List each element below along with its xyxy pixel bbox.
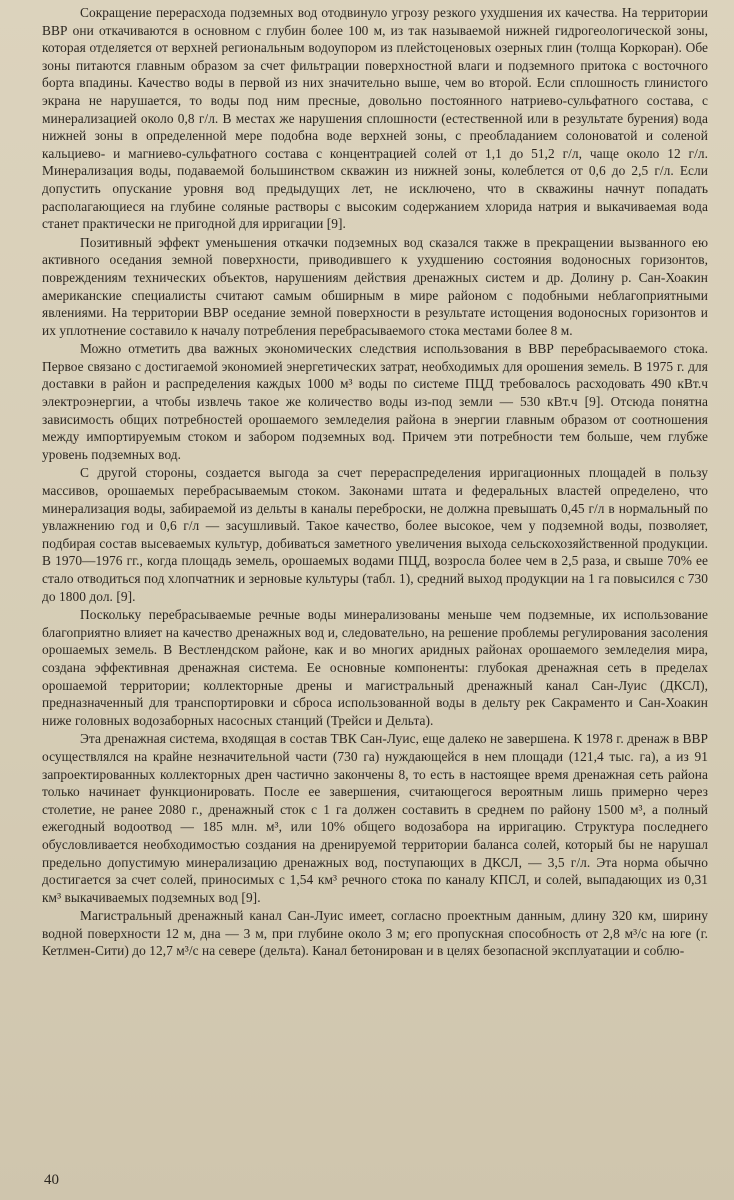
paragraph-main-drain-canal: Магистральный дренажный канал Сан-Луис имеет, согласно проектным данным, длину 320 км, ширину водной поверхности 12 м, дна — 3 м, при глубине около 3 м; его пропускная способность от 2,8 м³/с на юге (г. Кетлмен-Сити) до 12,7 м³/с на севере (дельта). Канал бетонирован и в целях безопасной эксплуатации и соблю- <box>42 908 708 959</box>
page-number: 40 <box>44 1172 59 1188</box>
paragraph-drainage-system: Поскольку перебрасываемые речные воды минерализованы меньше чем подземные, их использование благоприятно влияет на качество дренажных вод и, следовательно, на решение проблемы регулирования засоления орошаемых земель. В Вестлендском районе, как и во многих аридных районах орошаемого земледелия мира, создана эффективная дренажная система. Ее основные компоненты: глубокая дренажная сеть в пределах орошаемой территории; коллекторные дрены и магистральный дренажный канал Сан-Луис (ДКСЛ), предназначенный для транспортировки и сброса использованной воды в дельту рек Сакраменто и Сан-Хоакин ниже головных водозаборных насосных станций (Трейси и Дельта). <box>42 607 708 728</box>
paragraph-drainage-completion: Эта дренажная система, входящая в состав ТВК Сан-Луис, еще далеко не завершена. К 1978 г. дренаж в ВВР осуществлялся на крайне незначительной части (730 га) нуждающейся в нем площади (121,4 тыс. га), а из 91 запроектированных коллекторных дрен частично закончены 8, то есть в настоящее время дренажная сеть района только начинает функционировать. После ее завершения, считающегося вероятным лишь примерно через столетие, не ранее 2080 г., дренажный сток с 1 га должен составить в среднем по району 1500 м³, а полный ежегодный водоотвод — 185 млн. м³, или 10% общего водозабора на ирригацию. Структура последнего обусловливается необходимостью создания на дренируемой территории баланса солей, который бы не нарушал предельно допустимую минерализацию дренажных вод, поступающих в ДКСЛ, — 3,5 г/л. Эта норма обычно достигается за счет солей, приносимых с 1,54 км³ речного стока по каналу КПСЛ, и солей, выпадающих из 0,31 км³ выкачиваемых подземных вод [9]. <box>42 731 708 905</box>
paragraph-groundwater-quality: Сокращение перерасхода подземных вод отодвинуло угрозу резкого ухудшения их качества. На территории ВВР они откачиваются в основном с глубин более 100 м, из так называемой нижней гидрогеологической зоны, которая отделяется от верхней региональным водоупором из плейстоценовых озерных глин (толща Коркоран). Обе зоны питаются главным образом за счет фильтрации поверхностной влаги и подземного притока с восточного борта впадины. Качество воды в первой из них значительно выше, чем во второй. Если сплошность глинистого экрана не нарушается, то воды под ним пресные, довольно постоянного натриево-сульфатного состава, с минерализацией около 0,8 г/л. В местах же нарушения сплошности (естественной или в результате бурения) вода нижней зоны в определенной мере подобна воде верхней зоны, с преобладанием солоноватой и соленой кальциево- и магниево-сульфатного состава с концентрацией солей от 1,1 до 51,2 г/л, чаще около 12 г/л. Минерализация воды, подаваемой большинством скважин из нижней зоны, колеблется от 0,6 до 2,5 г/л. Если допустить опускание уровня вод предыдущих лет, не исключено, что в скважины начнут попадать располагающиеся на глубине соляные растворы с высоким содержанием хлорида натрия и выкачиваемая вода станет практически не пригодной для ирригации [9]. <box>42 5 708 232</box>
paragraph-irrigation-redistribution: С другой стороны, создается выгода за счет перераспределения ирригационных площадей в пользу массивов, орошаемых перебрасываемым стоком. Законами штата и федеральных властей определено, что минерализация воды, забираемой из дельты в каналы переброски, не должна превышать 0,45 г/л в нормальный по увлажнению год и 0,6 г/л — засушливый. Такое качество, более высокое, чем у подземной воды, позволяет, подбирая состав высеваемых культур, добиваться заметного увеличения выхода сельскохозяйственной продукции. В 1970—1976 гг., когда площадь земель, орошаемых водами ПЦД, возросла более чем в 2,5 раза, и свыше 70% ее стало отводиться под хлопчатник и зерновые культуры (табл. 1), средний выход продукции на 1 га повысился с 730 до 1800 дол. [9]. <box>42 465 708 604</box>
paragraph-land-subsidence: Позитивный эффект уменьшения откачки подземных вод сказался также в прекращении вызванного ею активного оседания земной поверхности, приводившего к ухудшению состояния водоносных горизонтов, повреждениям технических объектов, нарушениям действия дренажных систем и др. Долину р. Сан-Хоакин американские специалисты считают самым обширным в мире районом с подобными неблагоприятными явлениями. На территории ВВР оседание земной поверхности в результате истощения водоносных горизонтов и их уплотнение составило к началу потребления перебрасываемого стока местами более 8 м. <box>42 234 708 338</box>
paragraph-economic-effects: Можно отметить два важных экономических следствия использования в ВВР перебрасываемого стока. Первое связано с достигаемой экономией энергетических затрат, необходимых для орошения земель. В 1975 г. для доставки в район и распределения каждых 1000 м³ воды по системе ПЦД требовалось расходовать 490 кВт.ч электроэнергии, а чтобы извлечь такое же количество воды из-под земли — 530 кВт.ч [9]. Отсюда понятна зависимость общих потребностей орошаемого земледелия района в энергии главным образом от соотношения между импортируемым стоком и забором подземных вод. Причем эти потребности тем больше, чем глубже уровень подземных вод. <box>42 341 708 462</box>
